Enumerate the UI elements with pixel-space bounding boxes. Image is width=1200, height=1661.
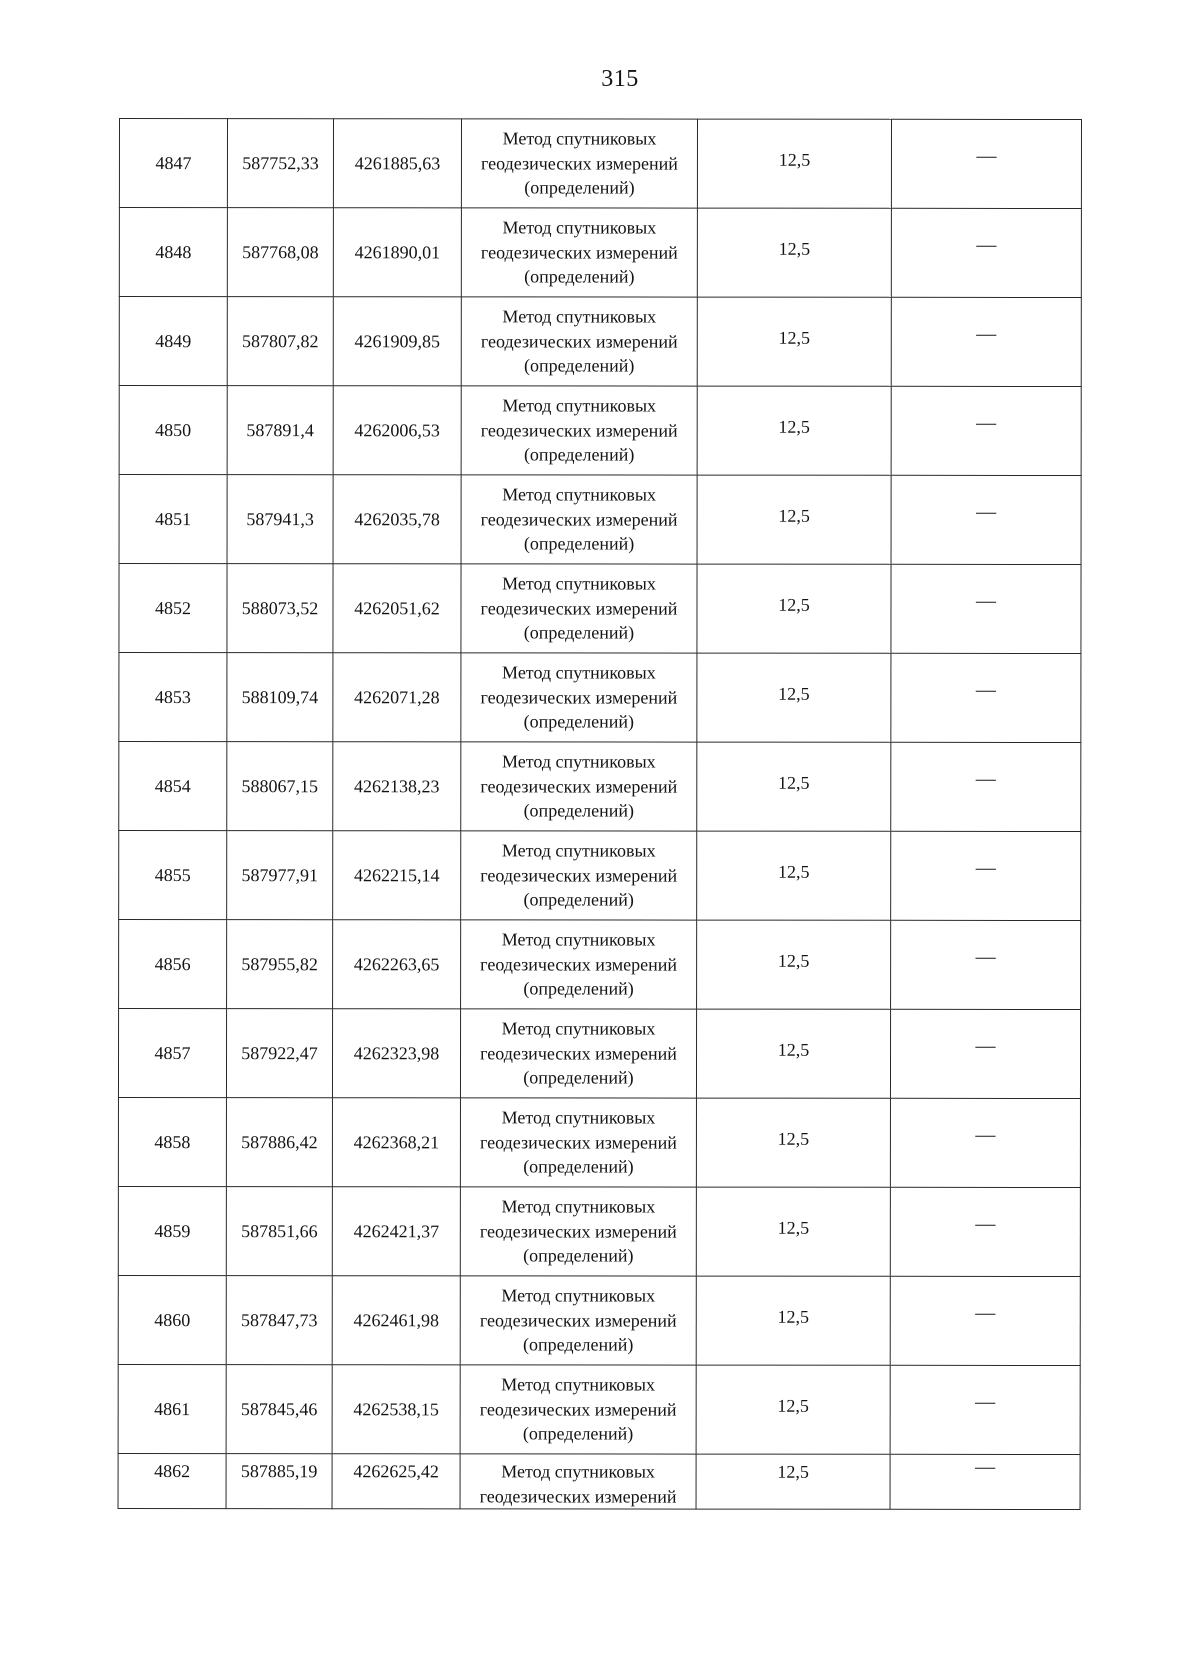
note-cell: — <box>890 1454 1080 1509</box>
method-cell <box>461 742 697 831</box>
note-cell: — <box>891 119 1081 208</box>
method-cell <box>460 1276 696 1365</box>
method-line: Метод спутниковых <box>501 1018 656 1039</box>
accuracy-cell: 12,5 <box>696 1187 890 1276</box>
x-coordinate-cell: 587845,46 <box>226 1365 332 1454</box>
accuracy-cell: 12,5 <box>697 564 891 653</box>
table-row <box>119 119 1081 209</box>
method-line: (определений) <box>522 1423 634 1444</box>
method-line: геодезических измерений <box>479 1399 677 1420</box>
method-line: геодезических измерений <box>479 1310 677 1331</box>
note-cell: — <box>890 1009 1080 1098</box>
method-line: геодезических измерений <box>479 1485 677 1507</box>
method-line: Метод спутниковых <box>502 217 657 238</box>
method-line: геодезических измерений <box>480 1043 677 1064</box>
y-coordinate-cell: 4262215,14 <box>333 831 461 920</box>
y-coordinate-cell: 4261885,63 <box>333 119 461 208</box>
accuracy-cell: 12,5 <box>696 1009 890 1098</box>
method-line: Метод спутниковых <box>502 395 657 416</box>
point-number-cell: 4858 <box>118 1098 226 1187</box>
method-line: (определений) <box>523 1067 634 1088</box>
table-body <box>118 119 1081 1510</box>
x-coordinate-cell: 587768,08 <box>227 208 333 297</box>
table-row <box>118 1364 1080 1454</box>
method-line: (определений) <box>524 177 635 198</box>
x-coordinate-cell: 587886,42 <box>226 1098 332 1187</box>
note-cell: — <box>890 1098 1080 1187</box>
x-coordinate-cell: 587847,73 <box>226 1276 332 1365</box>
method-cell <box>460 1454 696 1509</box>
accuracy-cell: 12,5 <box>697 386 891 475</box>
table-row <box>118 1009 1080 1099</box>
accuracy-cell: 12,5 <box>697 208 891 297</box>
table-row <box>119 653 1081 743</box>
point-number-cell: 4847 <box>119 119 227 208</box>
table-row <box>119 208 1081 298</box>
note-cell: — <box>890 1276 1080 1365</box>
x-coordinate-cell: 587807,82 <box>227 297 333 386</box>
x-coordinate-cell: 587941,3 <box>227 475 333 564</box>
x-coordinate-cell: 587977,91 <box>227 831 333 920</box>
point-number-cell: 4856 <box>119 920 227 1009</box>
point-number-cell: 4857 <box>118 1009 226 1098</box>
method-line: геодезических измерений <box>479 1221 677 1242</box>
method-line: геодезических измерений <box>480 776 678 797</box>
point-number-cell: 4862 <box>118 1453 226 1508</box>
method-line: (определений) <box>524 266 635 287</box>
point-number-cell: 4855 <box>119 831 227 920</box>
table-row <box>118 1275 1080 1365</box>
table-row <box>118 1453 1080 1509</box>
point-number-cell: 4860 <box>118 1275 226 1364</box>
accuracy-cell: 12,5 <box>696 1365 890 1454</box>
method-line: (определений) <box>523 711 635 732</box>
x-coordinate-cell: 587851,66 <box>226 1187 332 1276</box>
method-cell <box>461 920 697 1009</box>
method-cell <box>461 386 697 475</box>
method-line: (определений) <box>523 1245 634 1266</box>
note-cell: — <box>890 1365 1080 1454</box>
method-cell <box>461 297 697 386</box>
table-row <box>119 920 1081 1010</box>
accuracy-cell: 12,5 <box>697 742 891 831</box>
x-coordinate-cell: 587922,47 <box>226 1009 332 1098</box>
accuracy-cell: 12,5 <box>696 1454 890 1509</box>
method-line: (определений) <box>523 978 634 999</box>
method-line: (определений) <box>524 355 635 376</box>
method-line: геодезических измерений <box>480 331 678 352</box>
y-coordinate-cell: 4261890,01 <box>333 208 461 297</box>
note-cell: — <box>891 564 1081 653</box>
table-row <box>119 742 1081 832</box>
point-number-cell: 4850 <box>119 386 227 475</box>
y-coordinate-cell: 4262006,53 <box>333 386 461 475</box>
method-cell <box>461 653 697 742</box>
note-cell: — <box>891 920 1081 1009</box>
method-line: геодезических измерений <box>480 509 678 530</box>
x-coordinate-cell: 587891,4 <box>227 386 333 475</box>
y-coordinate-cell: 4262461,98 <box>332 1276 460 1365</box>
method-line: (определений) <box>523 800 634 821</box>
note-cell: — <box>891 386 1081 475</box>
note-cell: — <box>891 831 1081 920</box>
method-line: геодезических измерений <box>480 687 678 708</box>
accuracy-cell: 12,5 <box>696 1276 890 1365</box>
y-coordinate-cell: 4262138,23 <box>333 742 461 831</box>
accuracy-cell: 12,5 <box>696 1098 890 1187</box>
accuracy-cell: 12,5 <box>697 475 891 564</box>
accuracy-cell: 12,5 <box>697 653 891 742</box>
point-number-cell: 4859 <box>118 1186 226 1275</box>
note-cell: — <box>891 208 1081 297</box>
y-coordinate-cell: 4262368,21 <box>332 1098 460 1187</box>
method-line: Метод спутниковых <box>501 1196 656 1217</box>
y-coordinate-cell: 4262035,78 <box>333 475 461 564</box>
accuracy-cell: 12,5 <box>697 831 891 920</box>
method-line: Метод спутниковых <box>502 662 656 683</box>
table-row <box>119 564 1081 654</box>
note-cell: — <box>890 1187 1080 1276</box>
method-line: Метод спутниковых <box>501 1285 656 1306</box>
method-line: Метод спутниковых <box>502 573 656 594</box>
method-line: Метод спутниковых <box>502 484 656 505</box>
x-coordinate-cell: 588109,74 <box>227 653 333 742</box>
coordinates-table <box>118 118 1082 1510</box>
x-coordinate-cell: 587885,19 <box>226 1454 332 1509</box>
note-cell: — <box>891 742 1081 831</box>
y-coordinate-cell: 4262051,62 <box>333 564 461 653</box>
method-cell <box>460 1098 696 1187</box>
accuracy-cell: 12,5 <box>697 920 891 1009</box>
method-line: Метод спутниковых <box>502 306 657 327</box>
method-cell <box>461 564 697 653</box>
method-cell <box>461 831 697 920</box>
method-cell <box>461 119 697 208</box>
accuracy-cell: 12,5 <box>697 119 891 208</box>
point-number-cell: 4854 <box>119 742 227 831</box>
method-cell <box>460 1009 696 1098</box>
method-line: Метод спутниковых <box>501 751 656 772</box>
method-line: (определений) <box>523 533 635 554</box>
point-number-cell: 4848 <box>119 208 227 297</box>
method-cell <box>461 208 697 297</box>
point-number-cell: 4849 <box>119 297 227 386</box>
x-coordinate-cell: 587752,33 <box>227 119 333 208</box>
y-coordinate-cell: 4261909,85 <box>333 297 461 386</box>
method-line: геодезических измерений <box>480 598 678 619</box>
y-coordinate-cell: 4262071,28 <box>333 653 461 742</box>
table-row <box>119 831 1081 921</box>
table-row <box>118 1098 1080 1188</box>
y-coordinate-cell: 4262421,37 <box>332 1187 460 1276</box>
method-line: Метод спутниковых <box>502 128 657 149</box>
method-line: геодезических измерений <box>480 242 678 263</box>
note-cell: — <box>891 475 1081 564</box>
method-line: (определений) <box>523 622 635 643</box>
table-row <box>119 475 1081 565</box>
point-number-cell: 4853 <box>119 653 227 742</box>
method-line: (определений) <box>523 889 634 910</box>
note-cell: — <box>891 297 1081 386</box>
y-coordinate-cell: 4262323,98 <box>332 1009 460 1098</box>
method-line: геодезических измерений <box>480 954 678 975</box>
note-cell: — <box>891 653 1081 742</box>
page-number: 315 <box>601 66 639 92</box>
method-line: Метод спутниковых <box>501 1461 655 1482</box>
method-cell <box>460 1365 696 1454</box>
method-line: Метод спутниковых <box>501 1107 656 1128</box>
table-row <box>119 386 1081 476</box>
x-coordinate-cell: 588067,15 <box>227 742 333 831</box>
method-line: геодезических измерений <box>480 865 678 886</box>
y-coordinate-cell: 4262263,65 <box>333 920 461 1009</box>
table-row <box>118 1186 1080 1276</box>
table-row <box>119 297 1081 387</box>
y-coordinate-cell: 4262625,42 <box>332 1454 460 1509</box>
method-line: геодезических измерений <box>479 1132 677 1153</box>
method-line: (определений) <box>523 1156 634 1177</box>
x-coordinate-cell: 587955,82 <box>227 920 333 1009</box>
x-coordinate-cell: 588073,52 <box>227 564 333 653</box>
point-number-cell: 4852 <box>119 564 227 653</box>
method-line: Метод спутниковых <box>501 929 656 950</box>
point-number-cell: 4861 <box>118 1364 226 1453</box>
method-line: геодезических измерений <box>481 153 678 174</box>
method-cell <box>460 1187 696 1276</box>
method-line: Метод спутниковых <box>501 1374 656 1395</box>
point-number-cell: 4851 <box>119 475 227 564</box>
method-line: (определений) <box>523 444 635 465</box>
y-coordinate-cell: 4262538,15 <box>332 1365 460 1454</box>
method-line: геодезических измерений <box>480 420 678 441</box>
method-line: Метод спутниковых <box>501 840 656 861</box>
method-cell <box>461 475 697 564</box>
method-line: (определений) <box>523 1334 634 1355</box>
accuracy-cell: 12,5 <box>697 297 891 386</box>
